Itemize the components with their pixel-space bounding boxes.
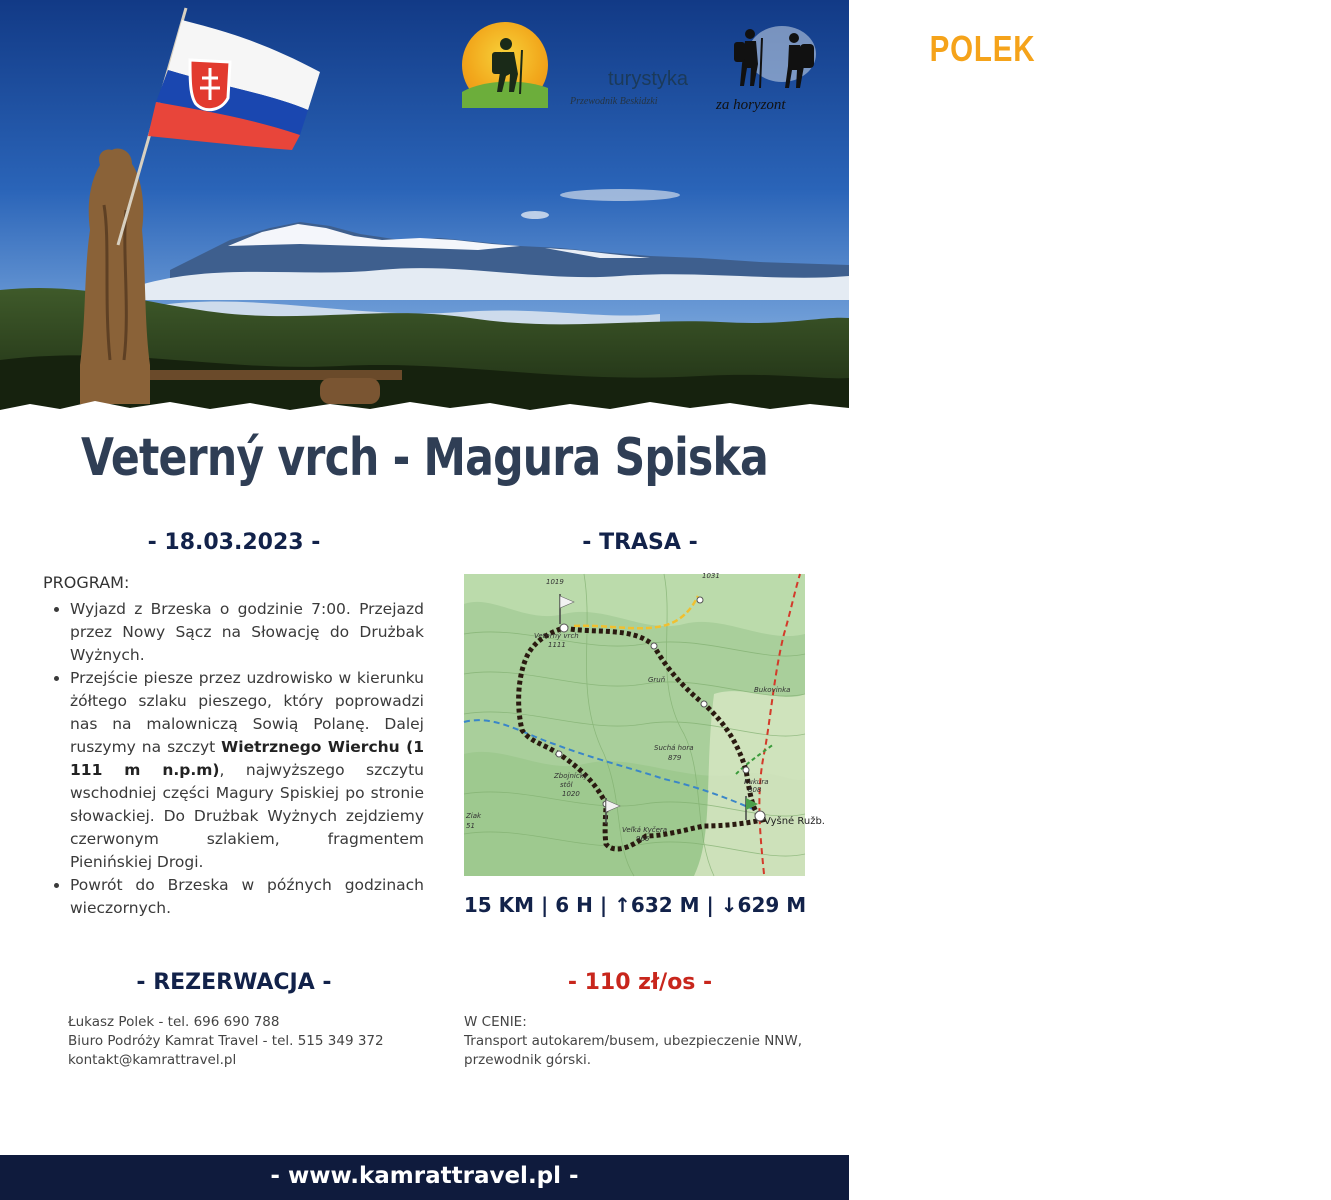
stats-separator: | <box>706 893 714 917</box>
contact-line: Biuro Podróży Kamrat Travel - tel. 515 349 372 <box>68 1033 384 1049</box>
route-stats <box>450 893 820 917</box>
hiker-circle-icon <box>462 22 548 108</box>
program-item: • Powrót do Brzeska w późnych godzinach wieczornych. <box>70 874 424 920</box>
price-includes-text: Transport autokarem/busem, ubezpieczenie NNW, przewodnik górski. <box>464 1033 803 1068</box>
svg-text:stôl: stôl <box>560 781 573 789</box>
program-label: PROGRAM: <box>43 573 130 592</box>
website-link[interactable]: - www.kamrattravel.pl - <box>270 1163 579 1189</box>
stats-separator: | <box>599 893 608 917</box>
price-heading: - 110 zł/os - <box>567 970 713 995</box>
polek-logo-tagline: Przewodnik Beskidzki <box>570 96 658 107</box>
program-item <box>70 667 424 874</box>
program-item-text: Przejście piesze przez uzdrowisko w kierunku żółtego szlaku pieszego, który poprowadzi nas na malowniczą Sowią Polanę. Dalej ruszymy na szczyt <box>70 669 424 756</box>
svg-text:1031: 1031 <box>702 572 720 580</box>
svg-text:1111: 1111 <box>548 641 566 649</box>
svg-text:Suchá hora: Suchá hora <box>654 744 694 752</box>
price-includes <box>464 1013 829 1070</box>
svg-text:Ziak: Ziak <box>466 812 482 820</box>
time-value: 6 H <box>555 893 593 917</box>
svg-text:1020: 1020 <box>562 790 580 798</box>
svg-text:Bukovinka: Bukovinka <box>754 686 791 694</box>
svg-text:Gruň: Gruň <box>648 676 666 684</box>
svg-text:Vyšné Ružb.: Vyšné Ružb. <box>764 816 825 827</box>
route-heading: - TRASA - <box>582 530 698 555</box>
program-list <box>48 598 424 920</box>
route-map <box>464 572 825 876</box>
descent-value: 629 M <box>737 893 807 917</box>
svg-text:Zbojnícky: Zbojnícky <box>554 772 588 780</box>
footer-bar <box>0 1155 849 1200</box>
date-heading: - 18.03.2023 - <box>147 530 321 555</box>
polek-logo-sub: turystyka <box>608 68 689 90</box>
hikers-icon <box>712 24 824 96</box>
svg-text:Veterný vrch: Veterný vrch <box>534 632 579 640</box>
polek-logo-name: POLEK <box>929 28 1036 69</box>
program-item: • Wyjazd z Brzeska o godzinie 7:00. Przejazd przez Nowy Sącz na Słowację do Drużbak Wyżnych. <box>70 598 424 667</box>
svg-text:1019: 1019 <box>546 578 564 586</box>
arrow-up-icon: ↑ <box>614 893 631 917</box>
za-horyzont-caption: za horyzont <box>716 97 786 113</box>
za-horyzont-logo <box>712 24 824 116</box>
contact-block <box>68 1013 384 1070</box>
program-item-text: , najwyższego szczytu wschodniej części Magury Spiskiej po stronie słowackiej. Do Drużbak Wyżnych zejdziemy czerwonym szlakiem, fragmentem Pienińskiej Drogi. <box>70 761 424 871</box>
svg-text:808: 808 <box>748 786 762 794</box>
program-item-highlight: Wietrznego Wierchu (1 111 m n.p.m) <box>70 738 425 779</box>
svg-text:51: 51 <box>466 822 475 830</box>
svg-text:966: 966 <box>636 835 650 843</box>
reservation-heading: - REZERWACJA - <box>136 970 332 995</box>
svg-text:Veľká Kyčera: Veľká Kyčera <box>622 826 668 834</box>
stats-separator: | <box>540 893 549 917</box>
arrow-down-icon: ↓ <box>720 893 738 917</box>
distance-value: 15 KM <box>463 893 535 917</box>
contact-email[interactable]: kontakt@kamrattravel.pl <box>68 1052 237 1068</box>
page-title: Veterný vrch - Magura Spiska <box>81 428 768 488</box>
price-includes-label: W CENIE: <box>464 1014 527 1030</box>
ascent-value: 632 M <box>630 893 700 917</box>
contact-line: Łukasz Polek - tel. 696 690 788 <box>68 1014 280 1030</box>
svg-text:879: 879 <box>668 754 682 762</box>
svg-text:Kukura: Kukura <box>744 778 769 786</box>
